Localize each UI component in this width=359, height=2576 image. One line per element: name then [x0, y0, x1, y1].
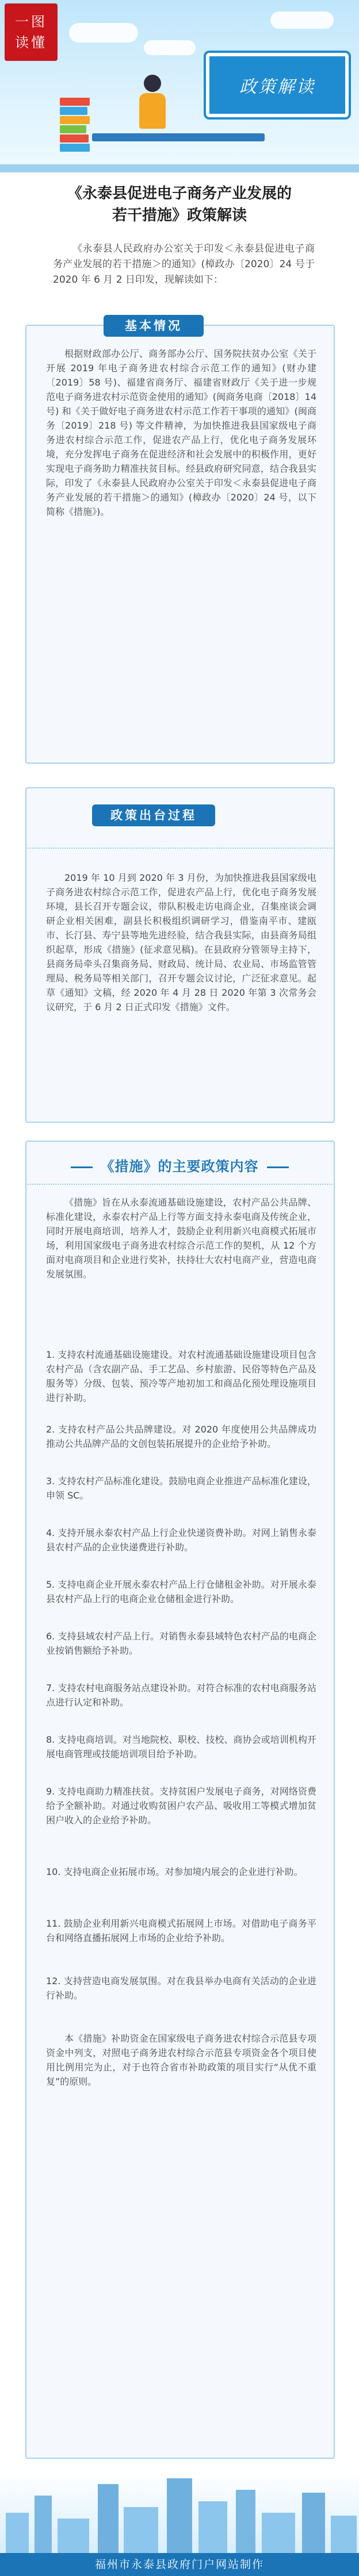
seal-line-1: 一图	[15, 14, 47, 30]
divider-dotted	[25, 848, 333, 849]
measure-item-10: 10. 支持电商企业拓展市场。对参加境内展会的企业进行补助。	[46, 1866, 303, 1877]
footer-bar	[0, 2553, 359, 2576]
cloud-shape	[69, 23, 138, 43]
measure-item-4: 4. 支持开展永泰农村产品上行企业快递资费补助。对网上销售永泰县农村产品的企业快递费进行补助。	[46, 1527, 316, 1553]
header-banner	[0, 0, 359, 172]
title-line-2: 若干措施》政策解读	[112, 207, 247, 224]
measures-closing: 本《措施》补助资金在国家级电子商务进农村综合示范县专项资金中列支，对照电子商务进农村综合示范县专项资金各个项目使用比例用完为止，对于也符合省市补助政策的项目实行“从优不重复”的原则。	[46, 2033, 316, 2087]
measure-item-12: 12. 支持营造电商发展氛围。对在我县举办电商有关活动的企业进行补助。	[46, 1976, 316, 2001]
heading-bar-right	[267, 1166, 289, 1168]
intro-paragraph: 《永泰县人民政府办公室关于印发＜永泰县促进电子商务产业发展的若干措施＞的通知》(樟政办〔2020〕24 号于 2020 年 6 月 2 日印发，现解读如下：	[53, 243, 315, 286]
measure-item-5: 5. 支持电商企业开展永泰农村产品上行仓储租金补助。对开展永泰县农村产品上行的电商企业仓储租金进行补助。	[46, 1579, 316, 1604]
page-title	[0, 183, 359, 226]
footer-text: 福州市永泰县政府门户网站制作	[94, 2558, 264, 2571]
logo-seal	[5, 3, 58, 61]
measure-item-8: 8. 支持电商培训。对当地院校、职校、技校、商协会或培训机构开展电商管理或技能培训项目给予补助。	[46, 1734, 316, 1759]
ground-strip	[0, 164, 359, 172]
measure-item-9: 9. 支持电商助力精准扶贫。支持贫困户发展电子商务，对网络资费给予全额补助。对通过收购贫困户农产品、吸收用工等模式增加贫困户收入的企业给予补助。	[46, 1786, 316, 1826]
measure-item-6: 6. 支持县域农村产品上行。对销售永泰县域特色农村产品的电商企业按销售额给予补助。	[46, 1631, 316, 1656]
basic-info-text: 根据财政部办公厅、商务部办公厅、国务院扶贫办公室《关于开展 2019 年电子商务进农村综合示范工作的通知》(财办建〔2019〕58 号)、福建省商务厅、福建省财政厅《关于进一步规范电子商务进农村示范资金使用的通知》(闽商务电商〔2018〕14 号) 和《关于做好电子商务进农村示范工作若干事项的通知》(闽商务〔2019〕218 号) 等文件精神，为加快推进我县国家级电子商务进农村综合示范工作，促进农产品上行，优化电子商务发展环境，充分发挥电子商务在促进经济和社会发展中的积极作用，更好实现电子商务助力精准扶贫目标。经县政府研究同意，结合我县实际，印发了《永泰县人民政府办公室关于印发＜永泰县促进电子商务产业发展的若干措施＞的通知》(樟政办〔2020〕24 号，以下简称《措施》)。	[46, 348, 316, 517]
divider-dotted	[25, 1184, 333, 1185]
measures-heading	[0, 1155, 359, 1175]
heading-bar-left	[71, 1166, 93, 1168]
seal-line-2: 读懂	[15, 34, 47, 51]
measure-item-3: 3. 支持农村产品标准化建设。鼓励电商企业推进产品标准化建设，申领 SC。	[46, 1476, 316, 1501]
measure-item-1: 1. 支持农村流通基础设施建设。对农村流通基础设施建设项目包含农村产品（含农副产品、手工艺品、乡村旅游、民俗等特色产品及服务等）分级、包装、预冷等产地初加工和商品化预处理设施项目进行补助。	[46, 1349, 316, 1403]
measures-heading-text: 《措施》的主要政策内容	[100, 1158, 259, 1175]
measure-item-7: 7. 支持农村电商服务站点建设补助。对符合标准的农村电商服务站点进行认定和补助。	[46, 1682, 316, 1708]
desk-shape	[92, 133, 265, 141]
board-text: 政策解读	[239, 77, 315, 97]
measures-overview: 《措施》旨在从永泰流通基础设施建设，农村产品公共品牌、标准化建设，永泰农村产品上行等方面支持永泰电商及传统企业，同时开展电商培训，培养人才，鼓励企业利用新兴电商模式拓展市场，利用国家级电子商务进农村综合示范工作的契机，从 12 个方面对电商项目和企业进行奖补，扶持壮大农村电商产业，营造电商发展氛围。	[46, 1197, 316, 1280]
book-stack-icon	[60, 98, 90, 167]
title-line-1: 《永泰县促进电子商务产业发展的	[67, 185, 292, 202]
process-text: 2019 年 10 月到 2020 年 3 月份，为加快推进我县国家级电子商务进农村综合示范工作，促进农产品上行，优化电子商务发展环境，县长召开专题会议，带队积极走访电商企业，召集座谈会调研企业相关困难，副县长积极组织调研学习，借鉴南平市、建瓯市、长汀县、寿宁县等地先进经验，结合我县实际，由县商务局组织起草，形成《措施》(征求意见稿)。在县政府分管领导主持下，县商务局牵头召集商务局、财政局、统计局、农业局、市场监管管理局、税务局等相关部门，召开专题会议讨论，广泛征求意见。起草《通知》文稿，经 2020 年 4 月 28 日 2020 年第 3 次常务会议研究，于 6 月 2 日正式印发《措施》文件。	[46, 872, 316, 1012]
reading-person-illustration	[132, 75, 173, 132]
measure-item-11: 11. 鼓励企业利用新兴电商模式拓展网上市场。对借助电子商务平台和网络直播拓展网上市场的企业给予补助。	[46, 1918, 316, 1943]
policy-board	[206, 53, 349, 117]
city-skyline	[0, 2471, 359, 2553]
basic-info-tag: 基本情况	[104, 315, 204, 337]
cloud-shape	[144, 40, 196, 55]
cloud-shape	[270, 11, 334, 29]
process-tag: 政策出台过程	[92, 804, 215, 826]
measure-item-2: 2. 支持农村产品公共品牌建设。对 2020 年度使用公共品牌成功推动公共品牌产品的文创包装拓展提升的企业给予补助。	[46, 1424, 316, 1449]
